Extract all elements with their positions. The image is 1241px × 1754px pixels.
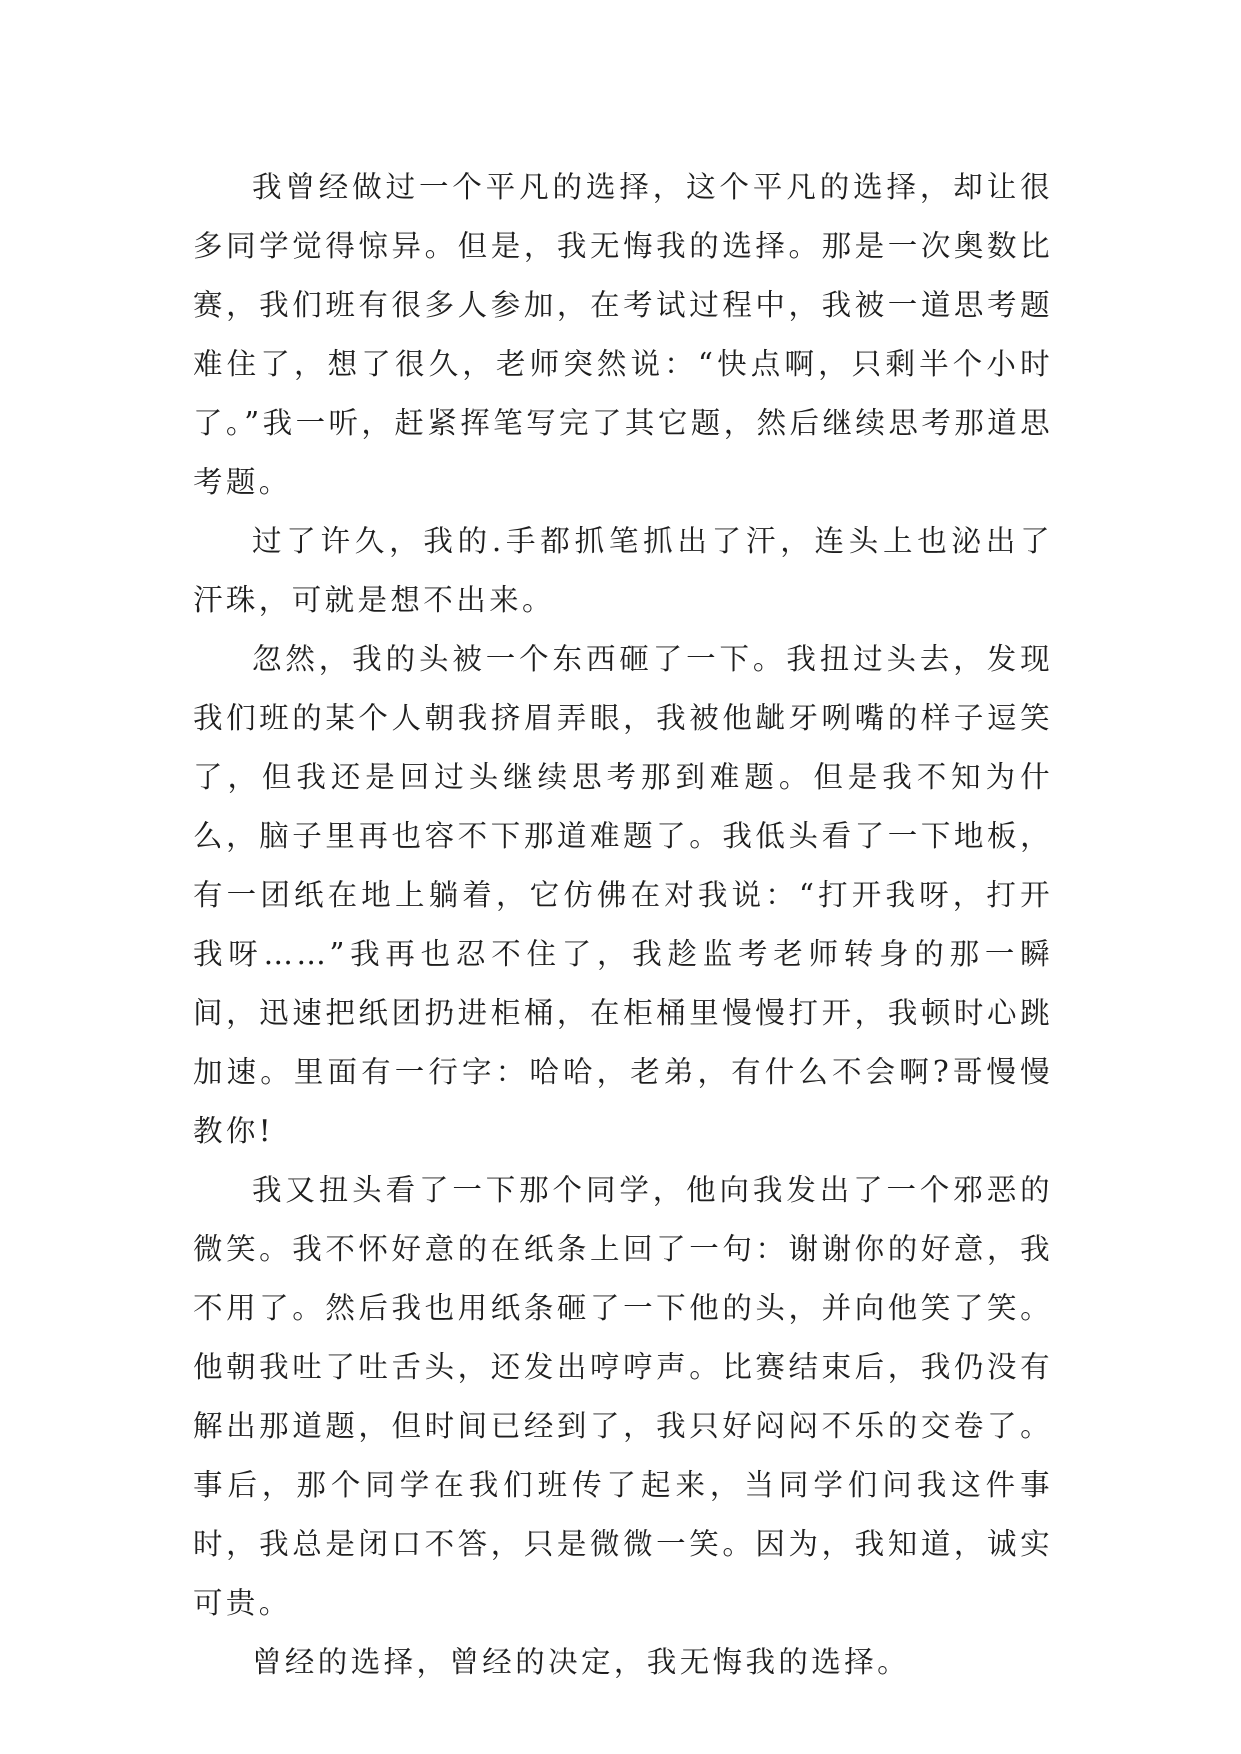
- paragraph-5: 曾经的选择，曾经的决定，我无悔我的选择。: [252, 1645, 911, 1679]
- paragraph-2: 过了许久，我的.手都抓笔抓出了汗，连头上也泌出了汗珠，可就是想不出来。: [193, 524, 1053, 617]
- paragraph-3: 忽然，我的头被一个东西砸了一下。我扭过头去，发现我们班的某个人朝我挤眉弄眼，我被他龇牙咧嘴的样子逗笑了，但我还是回过头继续思考那到难题。但是我不知为什么，脑子里再也容不下那道难题了。我低头看了一下地板，有一团纸在地上躺着，它仿佛在对我说：“打开我呀，打开我呀……”我再也忍不住了，我趁监考老师转身的那一瞬间，迅速把纸团扔进柜桶，在柜桶里慢慢打开，我顿时心跳加速。里面有一行字：哈哈，老弟，有什么不会啊?哥慢慢教你!: [193, 642, 1053, 1148]
- paragraph-4: 我又扭头看了一下那个同学，他向我发出了一个邪恶的微笑。我不怀好意的在纸条上回了一句：谢谢你的好意，我不用了。然后我也用纸条砸了一下他的头，并向他笑了笑。他朝我吐了吐舌头，还发出哼哼声。比赛结束后，我仍没有解出那道题，但时间已经到了，我只好闷闷不乐的交卷了。事后，那个同学在我们班传了起来，当同学们问我这件事时，我总是闭口不答，只是微微一笑。因为，我知道，诚实可贵。: [193, 1173, 1053, 1620]
- document-body: [193, 158, 1053, 1692]
- paragraph-1: 我曾经做过一个平凡的选择，这个平凡的选择，却让很多同学觉得惊异。但是，我无悔我的选择。那是一次奥数比赛，我们班有很多人参加，在考试过程中，我被一道思考题难住了，想了很久，老师突然说：“快点啊，只剩半个小时了。”我一听，赶紧挥笔写完了其它题，然后继续思考那道思考题。: [193, 170, 1053, 499]
